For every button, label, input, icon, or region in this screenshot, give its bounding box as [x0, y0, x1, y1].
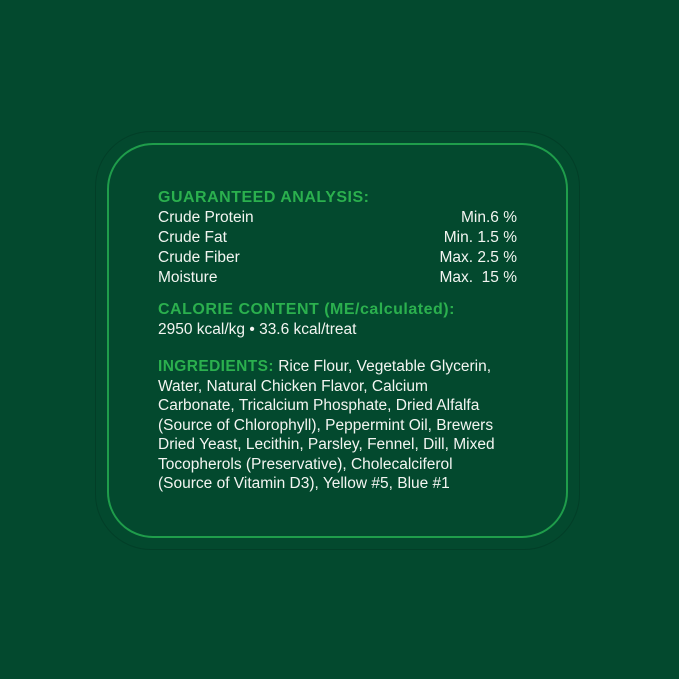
guaranteed-analysis-table: [158, 208, 517, 288]
analysis-value: Min.6 %: [461, 209, 517, 226]
analysis-value: Max. 15 %: [439, 269, 517, 286]
calorie-content-value: 2950 kcal/kg • 33.6 kcal/treat: [158, 321, 357, 338]
ingredients-section: [158, 357, 517, 494]
analysis-label: Crude Fiber: [158, 249, 240, 266]
ingredients-line: Water, Natural Chicken Flavor, Calcium: [158, 377, 428, 395]
ingredients-line: (Source of Chlorophyll), Peppermint Oil, Brewers: [158, 416, 494, 434]
calorie-content-heading: CALORIE CONTENT (ME/calculated):: [158, 301, 455, 318]
analysis-row-crude-fiber: [158, 248, 517, 268]
analysis-row-crude-fat: [158, 228, 517, 248]
analysis-label: Crude Fat: [158, 229, 227, 246]
analysis-value: Max. 2.5 %: [439, 249, 517, 266]
analysis-row-crude-protein: [158, 208, 517, 228]
nutrition-label-panel: [107, 143, 568, 538]
ingredients-line: Tocopherols (Preservative), Cholecalciferol: [158, 455, 453, 473]
guaranteed-analysis-heading: GUARANTEED ANALYSIS:: [158, 189, 370, 206]
analysis-value: Min. 1.5 %: [443, 229, 517, 246]
ingredients-line: Carbonate, Tricalcium Phosphate, Dried Alfalfa: [158, 397, 480, 414]
analysis-label: Crude Protein: [158, 209, 254, 226]
ingredients-line: (Source of Vitamin D3), Yellow #5, Blue #1: [158, 475, 450, 492]
analysis-row-moisture: [158, 268, 517, 288]
ingredients-line: Dried Yeast, Lecithin, Parsley, Fennel, Dill, Mixed: [158, 436, 495, 453]
ingredients-line: Rice Flour, Vegetable Glycerin,: [278, 358, 492, 375]
calorie-content-section: [158, 300, 517, 340]
ingredients-heading: INGREDIENTS:: [158, 358, 274, 375]
analysis-label: Moisture: [158, 269, 218, 286]
